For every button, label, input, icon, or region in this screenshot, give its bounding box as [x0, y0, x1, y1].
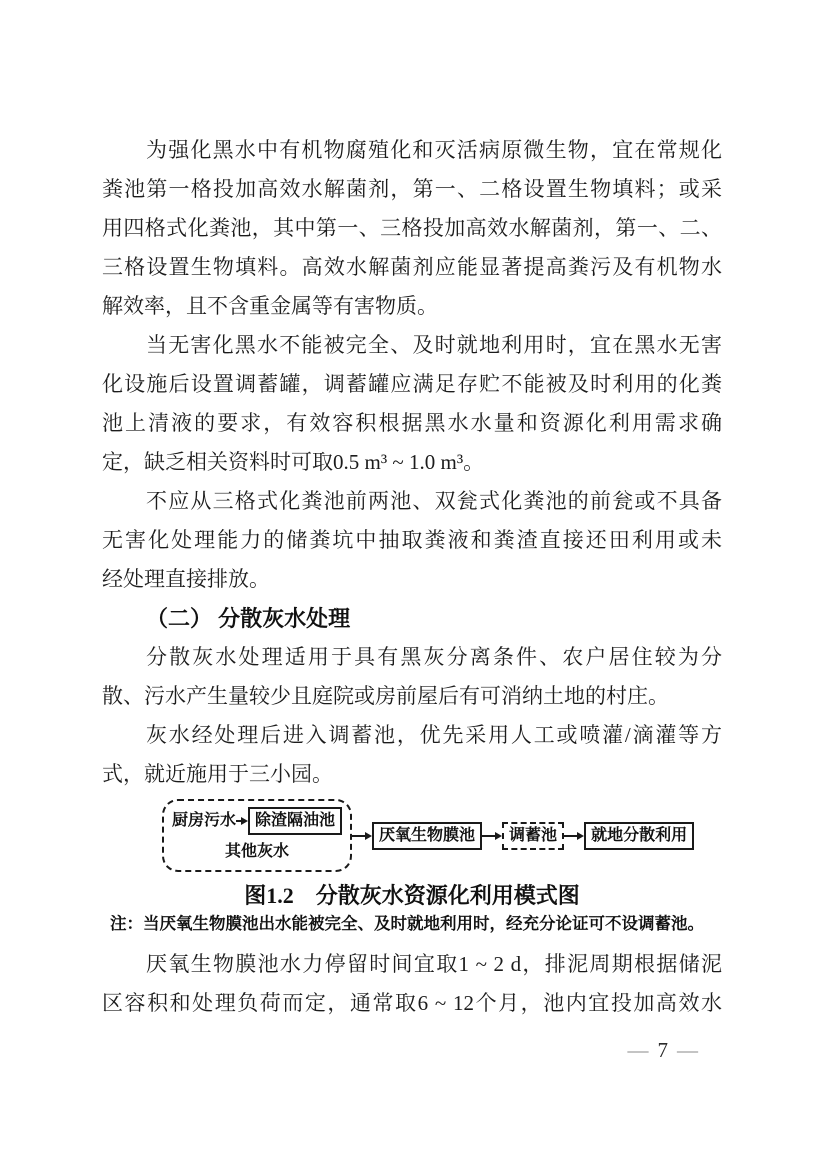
- paragraph-gray-water-applicability: [102, 638, 722, 716]
- figure-caption: 图1.2 分散灰水资源化利用模式图: [244, 883, 580, 908]
- arrow-shaft: [352, 835, 365, 837]
- text-line: 当无害化黑水不能被完全、及时就地利用时，宜在黑水无害: [146, 333, 722, 357]
- kitchen-wastewater-label: 厨房污水: [172, 812, 237, 829]
- arrow-shaft: [482, 835, 495, 837]
- page-footer: [102, 1038, 722, 1062]
- flow-arrow-icon: [564, 832, 584, 840]
- text-line: 分散灰水处理适用于具有黑灰分离条件、农户居住较为分: [146, 645, 722, 669]
- text-line: 粪池第一格投加高效水解菌剂，第一、二格设置生物填料；或采: [102, 177, 722, 201]
- footer-dash-left: —: [627, 1038, 649, 1062]
- paragraph-anaerobic-tank-params: [102, 945, 722, 1023]
- text-line: 池上清液的要求，有效容积根据黑水水量和资源化利用需求确: [102, 411, 722, 435]
- page-number: 7: [657, 1038, 668, 1062]
- paragraph-gray-water-reuse: [102, 716, 722, 794]
- storage-tank-box: 调蓄池: [502, 822, 564, 850]
- other-gray-water-label: 其他灰水: [225, 843, 290, 860]
- figure-note: 注：当厌氧生物膜池出水能被完全、及时就地利用时，经充分论证可不设调蓄池。: [110, 915, 704, 933]
- paragraph-prohibition: [102, 482, 722, 599]
- text-line: 化设施后设置调蓄罐，调蓄罐应满足存贮不能被及时利用的化粪: [102, 372, 722, 396]
- text-line: 三格设置生物填料。高效水解菌剂应能显著提高粪污及有机物水: [102, 255, 722, 279]
- section-heading-gray-water: （二） 分散灰水处理: [146, 606, 351, 631]
- text-line: 灰水经处理后进入调蓄池，优先采用人工或喷灌/滴灌等方: [146, 723, 722, 747]
- text-line: 定，缺乏相关资料时可取0.5 m³ ~ 1.0 m³。: [102, 450, 485, 474]
- footer-dash-right: —: [677, 1038, 698, 1062]
- paragraph-storage-tank: [102, 326, 722, 482]
- text-line: 散、污水产生量较少且庭院或房前屋后有可消纳土地的村庄。: [102, 684, 669, 708]
- text-line: 式，就近施用于三小园。: [102, 762, 333, 786]
- text-line: 区容积和处理负荷而定，通常取6 ~ 12个月，池内宜投加高效水: [102, 991, 722, 1015]
- text-line: 经处理直接排放。: [102, 567, 270, 591]
- text-line: 用四格式化粪池，其中第一、三格投加高效水解菌剂，第一、二、: [102, 216, 722, 240]
- arrow-shaft: [236, 820, 241, 822]
- kitchen-flow-row: [172, 807, 342, 835]
- text-line: 为强化黑水中有机物腐殖化和灭活病原微生物，宜在常规化: [146, 138, 722, 162]
- figure-flow-diagram: [162, 799, 722, 872]
- gray-water-source-group: [162, 799, 352, 872]
- text-line: 无害化处理能力的储粪坑中抽取粪液和粪渣直接还田利用或未: [102, 528, 722, 552]
- paragraph-black-water-bacteria: [102, 131, 722, 326]
- flow-arrow-icon: [236, 817, 248, 825]
- flow-arrow-icon: [352, 832, 372, 840]
- text-line: 不应从三格式化粪池前两池、双瓮式化粪池的前瓮或不具备: [146, 489, 722, 513]
- flow-arrow-icon: [482, 832, 502, 840]
- text-line: 解效率，且不含重金属等有害物质。: [102, 294, 438, 318]
- anaerobic-biofilm-tank-box: 厌氧生物膜池: [372, 822, 482, 850]
- text-line: 厌氧生物膜池水力停留时间宜取1 ~ 2 d，排泥周期根据储泥: [146, 952, 722, 976]
- degreasing-tank-box: 除渣隔油池: [248, 807, 342, 835]
- arrow-shaft: [564, 835, 577, 837]
- local-reuse-box: 就地分散利用: [584, 822, 694, 850]
